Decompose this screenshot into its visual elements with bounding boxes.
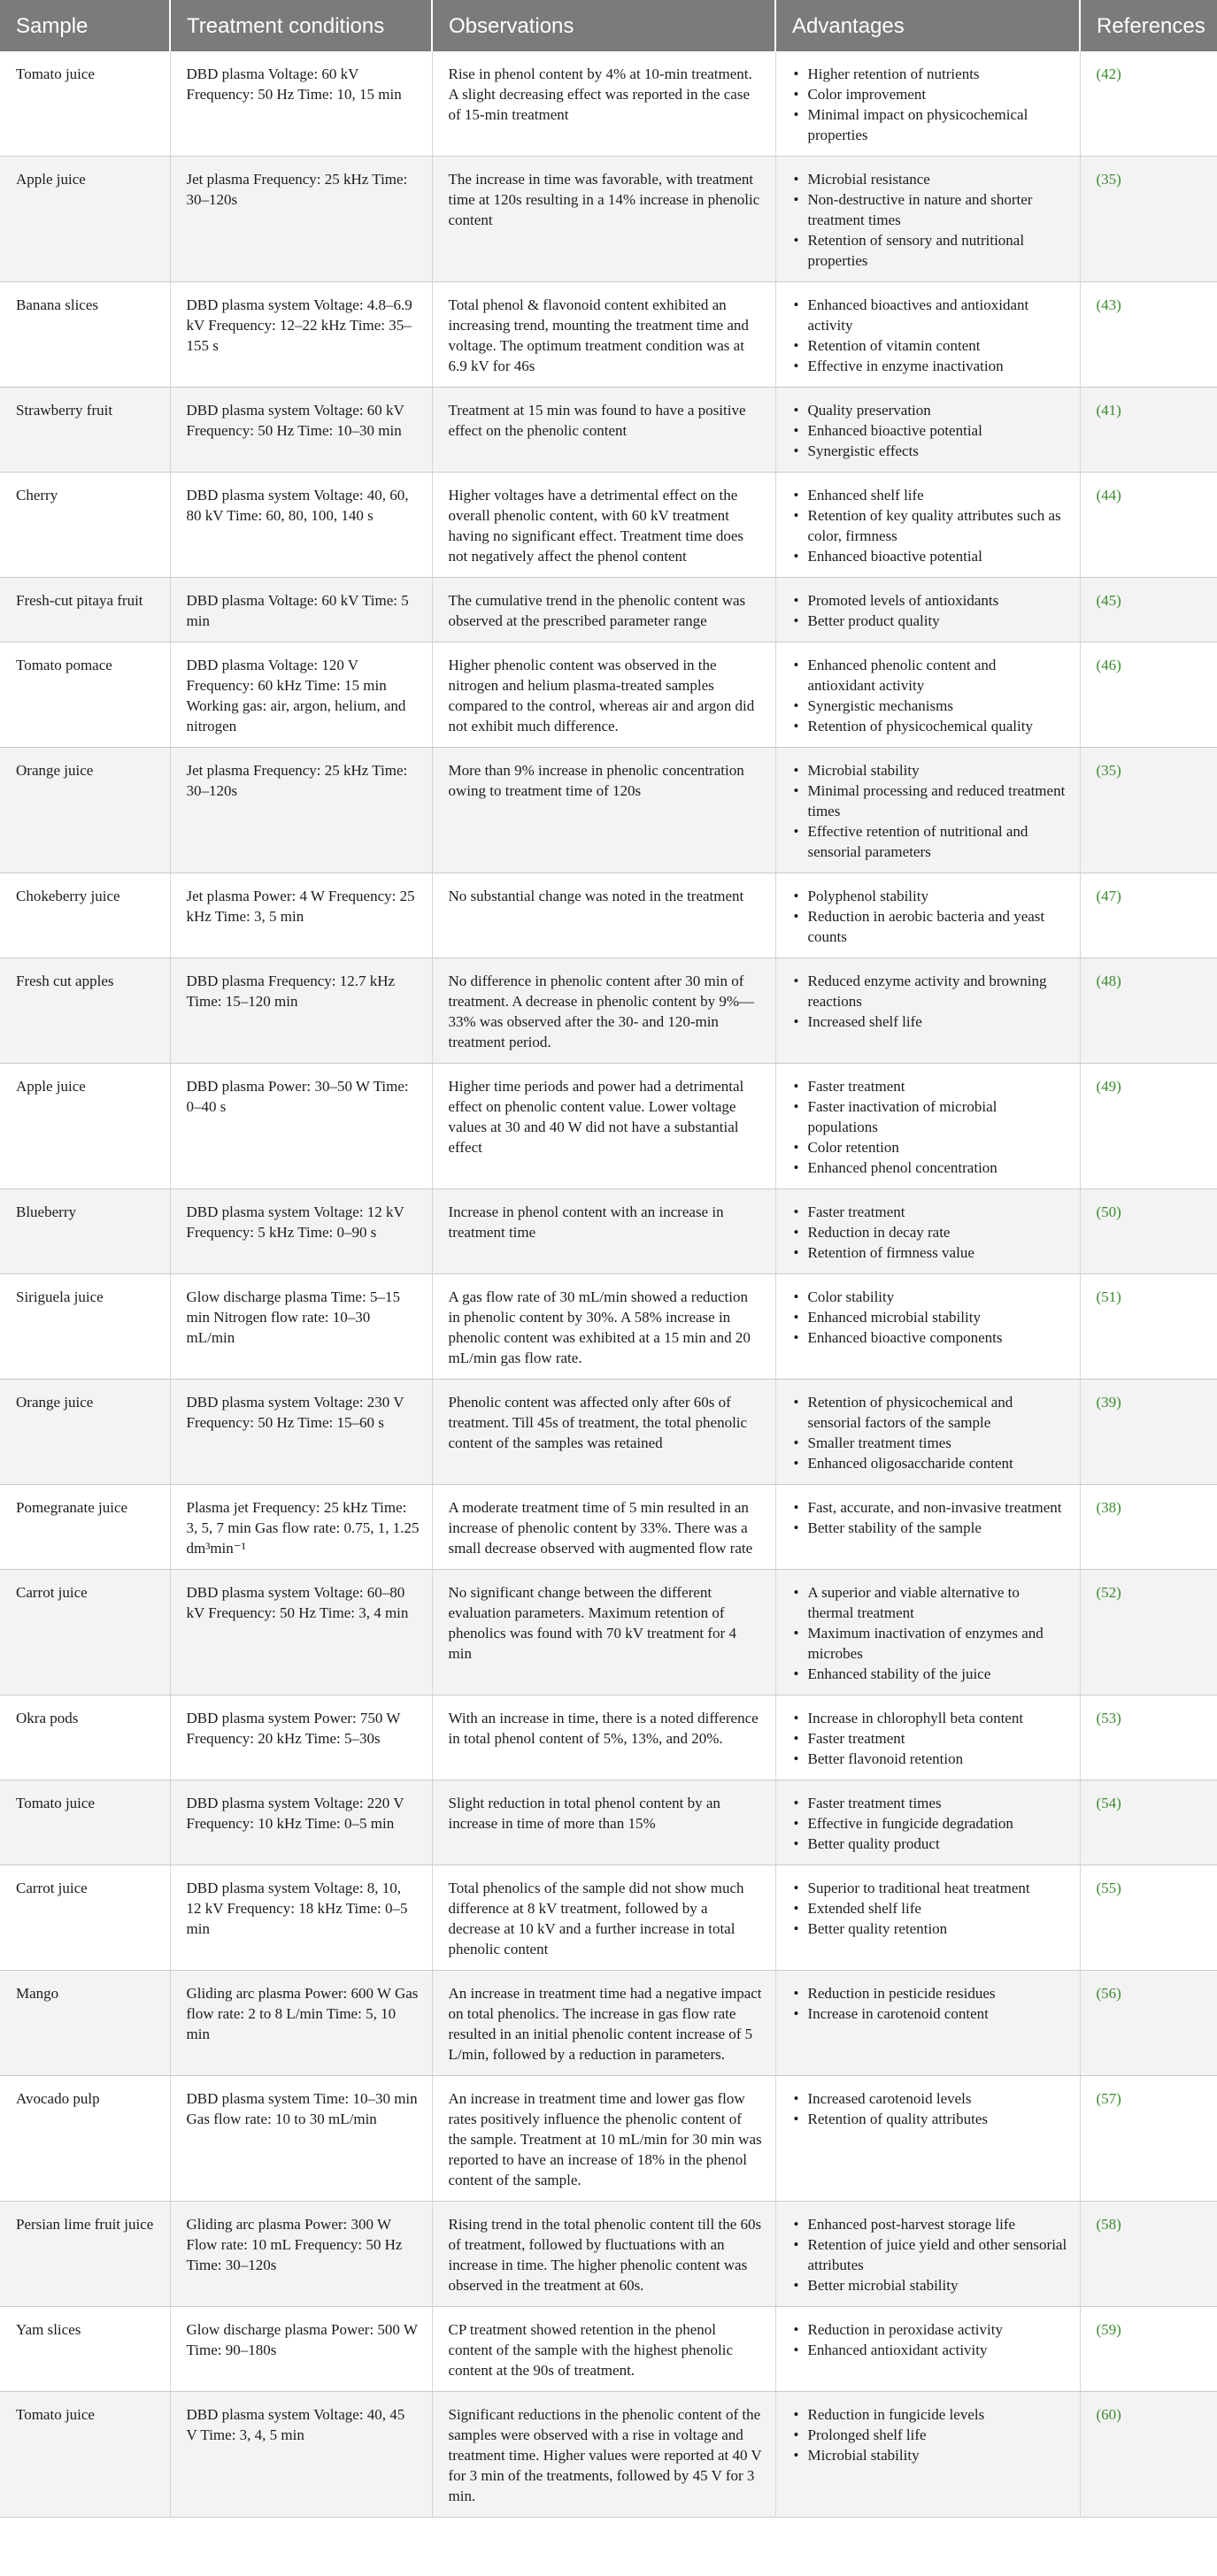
- advantage-item: • Color retention: [792, 1137, 1067, 1157]
- cell-treatment-conditions: Gliding arc plasma Power: 300 W Flow rate: 10 mL Frequency: 50 Hz Time: 30–120s: [170, 2202, 432, 2307]
- advantage-item: • Reduction in decay rate: [792, 1222, 1067, 1242]
- cell-reference: [1080, 388, 1217, 473]
- cell-treatment-conditions: DBD plasma Voltage: 60 kV Time: 5 min: [170, 578, 432, 642]
- table-row: [0, 1696, 1217, 1780]
- cell-reference: [1080, 1189, 1217, 1274]
- advantage-item: • Maximum inactivation of enzymes and microbes: [792, 1623, 1067, 1664]
- advantage-item: • Enhanced antioxidant activity: [792, 2340, 1067, 2360]
- cell-treatment-conditions: DBD plasma system Voltage: 40, 45 V Time: 3, 4, 5 min: [170, 2392, 432, 2518]
- table-row: [0, 578, 1217, 642]
- header-references: References: [1080, 0, 1217, 51]
- cell-observations: Treatment at 15 min was found to have a positive effect on the phenolic content: [432, 388, 775, 473]
- table-row: [0, 1971, 1217, 2076]
- cell-sample: Orange juice: [0, 1380, 170, 1485]
- advantage-item: • Superior to traditional heat treatment: [792, 1878, 1067, 1898]
- cell-treatment-conditions: DBD plasma Frequency: 12.7 kHz Time: 15–120 min: [170, 958, 432, 1064]
- cell-observations: Total phenolics of the sample did not show much difference at 8 kV treatment, followed by a decrease at 10 kV and a further increase in total phenolic content: [432, 1865, 775, 1971]
- table-row: [0, 51, 1217, 157]
- cell-treatment-conditions: Jet plasma Frequency: 25 kHz Time: 30–120s: [170, 157, 432, 282]
- reference-link[interactable]: (42): [1096, 65, 1121, 82]
- cell-reference: [1080, 1865, 1217, 1971]
- advantage-item: • Effective retention of nutritional and sensorial parameters: [792, 821, 1067, 862]
- cell-sample: Tomato juice: [0, 1780, 170, 1865]
- cell-sample: Apple juice: [0, 157, 170, 282]
- advantage-item: • Retention of quality attributes: [792, 2109, 1067, 2129]
- advantages-list: [792, 1076, 1067, 1178]
- cell-sample: Blueberry: [0, 1189, 170, 1274]
- advantages-list: [792, 1983, 1067, 2024]
- advantage-item: • Better quality product: [792, 1834, 1067, 1854]
- advantage-item: • Extended shelf life: [792, 1898, 1067, 1919]
- advantages-list: [792, 1287, 1067, 1348]
- cell-sample: Fresh cut apples: [0, 958, 170, 1064]
- advantage-item: • Faster treatment: [792, 1202, 1067, 1222]
- advantage-item: • Polyphenol stability: [792, 886, 1067, 906]
- advantages-list: [792, 1793, 1067, 1854]
- cell-reference: [1080, 2076, 1217, 2202]
- reference-link[interactable]: (48): [1096, 973, 1121, 989]
- cell-sample: Carrot juice: [0, 1865, 170, 1971]
- advantage-item: • Quality preservation: [792, 400, 1067, 420]
- reference-link[interactable]: (39): [1096, 1394, 1121, 1411]
- cell-advantages: [775, 1696, 1080, 1780]
- cell-advantages: [775, 873, 1080, 958]
- reference-link[interactable]: (44): [1096, 487, 1121, 504]
- cell-treatment-conditions: DBD plasma Voltage: 120 V Frequency: 60 kHz Time: 15 min Working gas: air, argon, helium, and nitrogen: [170, 642, 432, 748]
- cell-reference: [1080, 642, 1217, 748]
- advantages-list: [792, 400, 1067, 461]
- cell-advantages: [775, 1274, 1080, 1380]
- advantage-item: • Retention of firmness value: [792, 1242, 1067, 1263]
- reference-link[interactable]: (53): [1096, 1710, 1121, 1726]
- cell-reference: [1080, 157, 1217, 282]
- advantage-item: • Increased shelf life: [792, 1011, 1067, 1032]
- advantages-list: [792, 169, 1067, 271]
- table-row: [0, 388, 1217, 473]
- advantage-item: • Enhanced bioactive potential: [792, 420, 1067, 441]
- reference-link[interactable]: (35): [1096, 762, 1121, 779]
- cell-reference: [1080, 1274, 1217, 1380]
- cell-reference: [1080, 51, 1217, 157]
- advantages-list: [792, 1202, 1067, 1263]
- cell-advantages: [775, 2076, 1080, 2202]
- cell-observations: Rise in phenol content by 4% at 10-min treatment. A slight decreasing effect was reported in the case of 15-min treatment: [432, 51, 775, 157]
- cell-sample: Yam slices: [0, 2307, 170, 2392]
- reference-link[interactable]: (52): [1096, 1584, 1121, 1601]
- table-row: [0, 1380, 1217, 1485]
- advantage-item: • Higher retention of nutrients: [792, 64, 1067, 84]
- advantages-list: [792, 2214, 1067, 2295]
- advantages-list: [792, 2404, 1067, 2465]
- advantage-item: • Better microbial stability: [792, 2275, 1067, 2295]
- cell-observations: Rising trend in the total phenolic content till the 60s of treatment, followed by fluctuations with an increase in time. The higher phenolic content was observed in the treatment at 60s.: [432, 2202, 775, 2307]
- advantage-item: • Smaller treatment times: [792, 1433, 1067, 1453]
- reference-link[interactable]: (38): [1096, 1499, 1121, 1516]
- advantage-item: • Faster inactivation of microbial populations: [792, 1096, 1067, 1137]
- table-row: [0, 748, 1217, 873]
- advantage-item: • Better product quality: [792, 611, 1067, 631]
- table-row: [0, 1189, 1217, 1274]
- cell-reference: [1080, 1696, 1217, 1780]
- cell-advantages: [775, 642, 1080, 748]
- advantage-item: • Increased carotenoid levels: [792, 2088, 1067, 2109]
- reference-link[interactable]: (56): [1096, 1985, 1121, 2002]
- table-row: [0, 2076, 1217, 2202]
- advantage-item: • Better stability of the sample: [792, 1518, 1067, 1538]
- cell-reference: [1080, 282, 1217, 388]
- cell-reference: [1080, 2392, 1217, 2518]
- cell-advantages: [775, 388, 1080, 473]
- advantage-item: • Reduced enzyme activity and browning reactions: [792, 971, 1067, 1011]
- cell-sample: Mango: [0, 1971, 170, 2076]
- cell-observations: Higher voltages have a detrimental effect on the overall phenolic content, with 60 kV treatment having no significant effect. Treatment time does not negatively affect the phenol content: [432, 473, 775, 578]
- advantages-list: [792, 1497, 1067, 1538]
- table-row: [0, 642, 1217, 748]
- cell-observations: With an increase in time, there is a noted difference in total phenol content of 5%, 13%, and 20%.: [432, 1696, 775, 1780]
- advantage-item: • Reduction in aerobic bacteria and yeast counts: [792, 906, 1067, 947]
- cell-advantages: [775, 1971, 1080, 2076]
- cell-treatment-conditions: Plasma jet Frequency: 25 kHz Time: 3, 5, 7 min Gas flow rate: 0.75, 1, 1.25 dm³min⁻¹: [170, 1485, 432, 1570]
- cell-sample: Tomato pomace: [0, 642, 170, 748]
- cell-observations: Total phenol & flavonoid content exhibited an increasing trend, mounting the treatment time and voltage. The optimum treatment condition was at 6.9 kV for 46s: [432, 282, 775, 388]
- advantages-list: [792, 886, 1067, 947]
- advantage-item: • Retention of juice yield and other sensorial attributes: [792, 2234, 1067, 2275]
- reference-link[interactable]: (59): [1096, 2321, 1121, 2338]
- cell-treatment-conditions: DBD plasma Power: 30–50 W Time: 0–40 s: [170, 1064, 432, 1189]
- advantage-item: • Faster treatment times: [792, 1793, 1067, 1813]
- cell-observations: Higher phenolic content was observed in the nitrogen and helium plasma-treated samples compared to the control, whereas air and argon did not exhibit much difference.: [432, 642, 775, 748]
- advantage-item: • Microbial stability: [792, 760, 1067, 780]
- cell-observations: No significant change between the different evaluation parameters. Maximum retention of phenolics was found with 70 kV treatment for 4 min: [432, 1570, 775, 1696]
- advantages-list: [792, 485, 1067, 566]
- advantages-list: [792, 2319, 1067, 2360]
- advantage-item: • Synergistic mechanisms: [792, 696, 1067, 716]
- cell-observations: No substantial change was noted in the treatment: [432, 873, 775, 958]
- cell-observations: The increase in time was favorable, with treatment time at 120s resulting in a 14% increase in phenolic content: [432, 157, 775, 282]
- cell-advantages: [775, 1780, 1080, 1865]
- advantage-item: • Reduction in pesticide residues: [792, 1983, 1067, 2003]
- cell-advantages: [775, 157, 1080, 282]
- advantages-list: [792, 590, 1067, 631]
- cell-observations: Phenolic content was affected only after 60s of treatment. Till 45s of treatment, the total phenolic content of the samples was retained: [432, 1380, 775, 1485]
- reference-link[interactable]: (47): [1096, 888, 1121, 904]
- advantages-list: [792, 64, 1067, 145]
- reference-link[interactable]: (35): [1096, 171, 1121, 188]
- table-row: [0, 1064, 1217, 1189]
- header-advantages: Advantages: [775, 0, 1080, 51]
- cell-advantages: [775, 1570, 1080, 1696]
- reference-link[interactable]: (43): [1096, 296, 1121, 313]
- cell-treatment-conditions: DBD plasma Voltage: 60 kV Frequency: 50 Hz Time: 10, 15 min: [170, 51, 432, 157]
- cell-treatment-conditions: DBD plasma system Power: 750 W Frequency: 20 kHz Time: 5–30s: [170, 1696, 432, 1780]
- reference-link[interactable]: (46): [1096, 657, 1121, 673]
- cell-observations: Higher time periods and power had a detrimental effect on phenolic content value. Lower voltage values at 30 and 40 W did not have a substantial effect: [432, 1064, 775, 1189]
- reference-link[interactable]: (45): [1096, 592, 1121, 609]
- advantage-item: • Enhanced phenol concentration: [792, 1157, 1067, 1178]
- cell-sample: Cherry: [0, 473, 170, 578]
- advantage-item: • Color improvement: [792, 84, 1067, 104]
- header-observations: Observations: [432, 0, 775, 51]
- cell-observations: Significant reductions in the phenolic content of the samples were observed with a rise in voltage and treatment time. Higher values were reported at 40 V for 3 min of the treatments, followed by 45 V for 3 min.: [432, 2392, 775, 2518]
- advantage-item: • Enhanced microbial stability: [792, 1307, 1067, 1327]
- advantages-list: [792, 760, 1067, 862]
- table-row: [0, 1780, 1217, 1865]
- advantage-item: • Retention of sensory and nutritional properties: [792, 230, 1067, 271]
- advantage-item: • Reduction in fungicide levels: [792, 2404, 1067, 2425]
- reference-link[interactable]: (41): [1096, 402, 1121, 419]
- advantages-list: [792, 1708, 1067, 1769]
- advantage-item: • A superior and viable alternative to thermal treatment: [792, 1582, 1067, 1623]
- cell-sample: Tomato juice: [0, 2392, 170, 2518]
- header-sample: Sample: [0, 0, 170, 51]
- cell-advantages: [775, 578, 1080, 642]
- advantages-list: [792, 655, 1067, 736]
- advantage-item: • Enhanced bioactive potential: [792, 546, 1067, 566]
- reference-link[interactable]: (50): [1096, 1203, 1121, 1220]
- cell-sample: Apple juice: [0, 1064, 170, 1189]
- cell-sample: Banana slices: [0, 282, 170, 388]
- cell-sample: Strawberry fruit: [0, 388, 170, 473]
- table-row: [0, 1485, 1217, 1570]
- reference-link[interactable]: (51): [1096, 1288, 1121, 1305]
- cell-advantages: [775, 748, 1080, 873]
- cell-observations: Increase in phenol content with an increase in treatment time: [432, 1189, 775, 1274]
- advantages-list: [792, 1878, 1067, 1939]
- table-row: [0, 282, 1217, 388]
- cell-reference: [1080, 2202, 1217, 2307]
- advantage-item: • Reduction in peroxidase activity: [792, 2319, 1067, 2340]
- cell-observations: A moderate treatment time of 5 min resulted in an increase of phenolic content by 33%. There was a small decrease observed with augmented flow rate: [432, 1485, 775, 1570]
- cell-advantages: [775, 958, 1080, 1064]
- cell-sample: Okra pods: [0, 1696, 170, 1780]
- advantage-item: • Color stability: [792, 1287, 1067, 1307]
- reference-link[interactable]: (54): [1096, 1795, 1121, 1811]
- advantage-item: • Synergistic effects: [792, 441, 1067, 461]
- advantage-item: • Microbial stability: [792, 2445, 1067, 2465]
- cell-observations: The cumulative trend in the phenolic content was observed at the prescribed parameter range: [432, 578, 775, 642]
- reference-link[interactable]: (49): [1096, 1078, 1121, 1095]
- advantage-item: • Minimal processing and reduced treatment times: [792, 780, 1067, 821]
- advantage-item: • Minimal impact on physicochemical properties: [792, 104, 1067, 145]
- cell-treatment-conditions: DBD plasma system Time: 10–30 min Gas flow rate: 10 to 30 mL/min: [170, 2076, 432, 2202]
- cell-advantages: [775, 51, 1080, 157]
- advantage-item: • Microbial resistance: [792, 169, 1067, 189]
- cell-sample: Orange juice: [0, 748, 170, 873]
- cell-treatment-conditions: DBD plasma system Voltage: 230 V Frequency: 50 Hz Time: 15–60 s: [170, 1380, 432, 1485]
- cell-treatment-conditions: DBD plasma system Voltage: 12 kV Frequency: 5 kHz Time: 0–90 s: [170, 1189, 432, 1274]
- cell-reference: [1080, 1485, 1217, 1570]
- cell-advantages: [775, 1865, 1080, 1971]
- cell-advantages: [775, 2307, 1080, 2392]
- advantage-item: • Retention of physicochemical quality: [792, 716, 1067, 736]
- advantage-item: • Increase in carotenoid content: [792, 2003, 1067, 2024]
- advantage-item: • Promoted levels of antioxidants: [792, 590, 1067, 611]
- advantage-item: • Prolonged shelf life: [792, 2425, 1067, 2445]
- table-row: [0, 2202, 1217, 2307]
- reference-link[interactable]: (60): [1096, 2406, 1121, 2423]
- cell-reference: [1080, 473, 1217, 578]
- cell-reference: [1080, 873, 1217, 958]
- reference-link[interactable]: (55): [1096, 1880, 1121, 1896]
- table-row: [0, 157, 1217, 282]
- cell-sample: Chokeberry juice: [0, 873, 170, 958]
- advantage-item: • Enhanced shelf life: [792, 485, 1067, 505]
- cell-treatment-conditions: Glow discharge plasma Time: 5–15 min Nitrogen flow rate: 10–30 mL/min: [170, 1274, 432, 1380]
- cell-observations: More than 9% increase in phenolic concentration owing to treatment time of 120s: [432, 748, 775, 873]
- cell-sample: Tomato juice: [0, 51, 170, 157]
- cell-treatment-conditions: Glow discharge plasma Power: 500 W Time: 90–180s: [170, 2307, 432, 2392]
- cell-advantages: [775, 1064, 1080, 1189]
- advantage-item: • Retention of vitamin content: [792, 335, 1067, 356]
- advantage-item: • Enhanced stability of the juice: [792, 1664, 1067, 1684]
- advantage-item: • Better quality retention: [792, 1919, 1067, 1939]
- cell-sample: Pomegranate juice: [0, 1485, 170, 1570]
- advantage-item: • Effective in enzyme inactivation: [792, 356, 1067, 376]
- advantage-item: • Enhanced bioactive components: [792, 1327, 1067, 1348]
- cell-treatment-conditions: DBD plasma system Voltage: 4.8–6.9 kV Frequency: 12–22 kHz Time: 35–155 s: [170, 282, 432, 388]
- table-header: [0, 0, 1217, 51]
- advantage-item: • Retention of key quality attributes such as color, firmness: [792, 505, 1067, 546]
- advantages-list: [792, 1582, 1067, 1684]
- cell-observations: A gas flow rate of 30 mL/min showed a reduction in phenolic content by 30%. A 58% increase in phenolic content was exhibited at a 15 min and 20 mL/min gas flow rate.: [432, 1274, 775, 1380]
- table-row: [0, 1570, 1217, 1696]
- cell-sample: Avocado pulp: [0, 2076, 170, 2202]
- table-row: [0, 958, 1217, 1064]
- cell-reference: [1080, 1570, 1217, 1696]
- advantages-list: [792, 971, 1067, 1032]
- advantage-item: • Enhanced post-harvest storage life: [792, 2214, 1067, 2234]
- cell-sample: Fresh-cut pitaya fruit: [0, 578, 170, 642]
- advantage-item: • Non-destructive in nature and shorter treatment times: [792, 189, 1067, 230]
- cell-treatment-conditions: Gliding arc plasma Power: 600 W Gas flow rate: 2 to 8 L/min Time: 5, 10 min: [170, 1971, 432, 2076]
- table-row: [0, 473, 1217, 578]
- cell-sample: Persian lime fruit juice: [0, 2202, 170, 2307]
- cell-reference: [1080, 2307, 1217, 2392]
- cell-sample: Carrot juice: [0, 1570, 170, 1696]
- advantage-item: • Effective in fungicide degradation: [792, 1813, 1067, 1834]
- cell-reference: [1080, 958, 1217, 1064]
- advantage-item: • Better flavonoid retention: [792, 1749, 1067, 1769]
- cell-advantages: [775, 1189, 1080, 1274]
- advantage-item: • Increase in chlorophyll beta content: [792, 1708, 1067, 1728]
- cell-advantages: [775, 282, 1080, 388]
- cell-treatment-conditions: DBD plasma system Voltage: 8, 10, 12 kV Frequency: 18 kHz Time: 0–5 min: [170, 1865, 432, 1971]
- cell-observations: Slight reduction in total phenol content by an increase in time of more than 15%: [432, 1780, 775, 1865]
- cell-advantages: [775, 2202, 1080, 2307]
- cell-treatment-conditions: DBD plasma system Voltage: 60–80 kV Frequency: 50 Hz Time: 3, 4 min: [170, 1570, 432, 1696]
- cell-treatment-conditions: DBD plasma system Voltage: 40, 60, 80 kV Time: 60, 80, 100, 140 s: [170, 473, 432, 578]
- advantages-list: [792, 295, 1067, 376]
- cell-observations: An increase in treatment time and lower gas flow rates positively influence the phenolic content of the sample. Treatment at 10 mL/min for 30 min was reported to have an increase of 18% in the phenol content of the sample.: [432, 2076, 775, 2202]
- table-row: [0, 873, 1217, 958]
- cell-treatment-conditions: Jet plasma Frequency: 25 kHz Time: 30–120s: [170, 748, 432, 873]
- table-row: [0, 1865, 1217, 1971]
- cell-reference: [1080, 1380, 1217, 1485]
- cell-observations: No difference in phenolic content after 30 min of treatment. A decrease in phenolic content by 9%—33% was observed after the 30- and 120-min treatment period.: [432, 958, 775, 1064]
- cell-sample: Siriguela juice: [0, 1274, 170, 1380]
- table-row: [0, 2392, 1217, 2518]
- advantage-item: • Retention of physicochemical and sensorial factors of the sample: [792, 1392, 1067, 1433]
- advantages-list: [792, 2088, 1067, 2129]
- advantage-item: • Enhanced phenolic content and antioxidant activity: [792, 655, 1067, 696]
- cell-observations: An increase in treatment time had a negative impact on total phenolics. The increase in gas flow rate resulted in an initial phenolic content increase of 5 L/min, followed by a reduction in parameters.: [432, 1971, 775, 2076]
- cell-reference: [1080, 1780, 1217, 1865]
- advantage-item: • Fast, accurate, and non-invasive treatment: [792, 1497, 1067, 1518]
- cell-reference: [1080, 578, 1217, 642]
- advantages-list: [792, 1392, 1067, 1473]
- header-row: [0, 0, 1217, 51]
- advantage-item: • Faster treatment: [792, 1076, 1067, 1096]
- cell-advantages: [775, 1380, 1080, 1485]
- cell-treatment-conditions: DBD plasma system Voltage: 220 V Frequency: 10 kHz Time: 0–5 min: [170, 1780, 432, 1865]
- reference-link[interactable]: (57): [1096, 2090, 1121, 2107]
- advantage-item: • Faster treatment: [792, 1728, 1067, 1749]
- cell-advantages: [775, 2392, 1080, 2518]
- cell-treatment-conditions: Jet plasma Power: 4 W Frequency: 25 kHz Time: 3, 5 min: [170, 873, 432, 958]
- table-row: [0, 1274, 1217, 1380]
- cell-observations: CP treatment showed retention in the phenol content of the sample with the highest phenolic content at the 90s of treatment.: [432, 2307, 775, 2392]
- cell-advantages: [775, 1485, 1080, 1570]
- advantage-item: • Enhanced bioactives and antioxidant activity: [792, 295, 1067, 335]
- cell-reference: [1080, 1971, 1217, 2076]
- cell-treatment-conditions: DBD plasma system Voltage: 60 kV Frequency: 50 Hz Time: 10–30 min: [170, 388, 432, 473]
- advantage-item: • Enhanced oligosaccharide content: [792, 1453, 1067, 1473]
- cell-advantages: [775, 473, 1080, 578]
- table-row: [0, 2307, 1217, 2392]
- cell-reference: [1080, 748, 1217, 873]
- header-treatment-conditions: Treatment conditions: [170, 0, 432, 51]
- cell-reference: [1080, 1064, 1217, 1189]
- reference-link[interactable]: (58): [1096, 2216, 1121, 2233]
- table-body: [0, 51, 1217, 2518]
